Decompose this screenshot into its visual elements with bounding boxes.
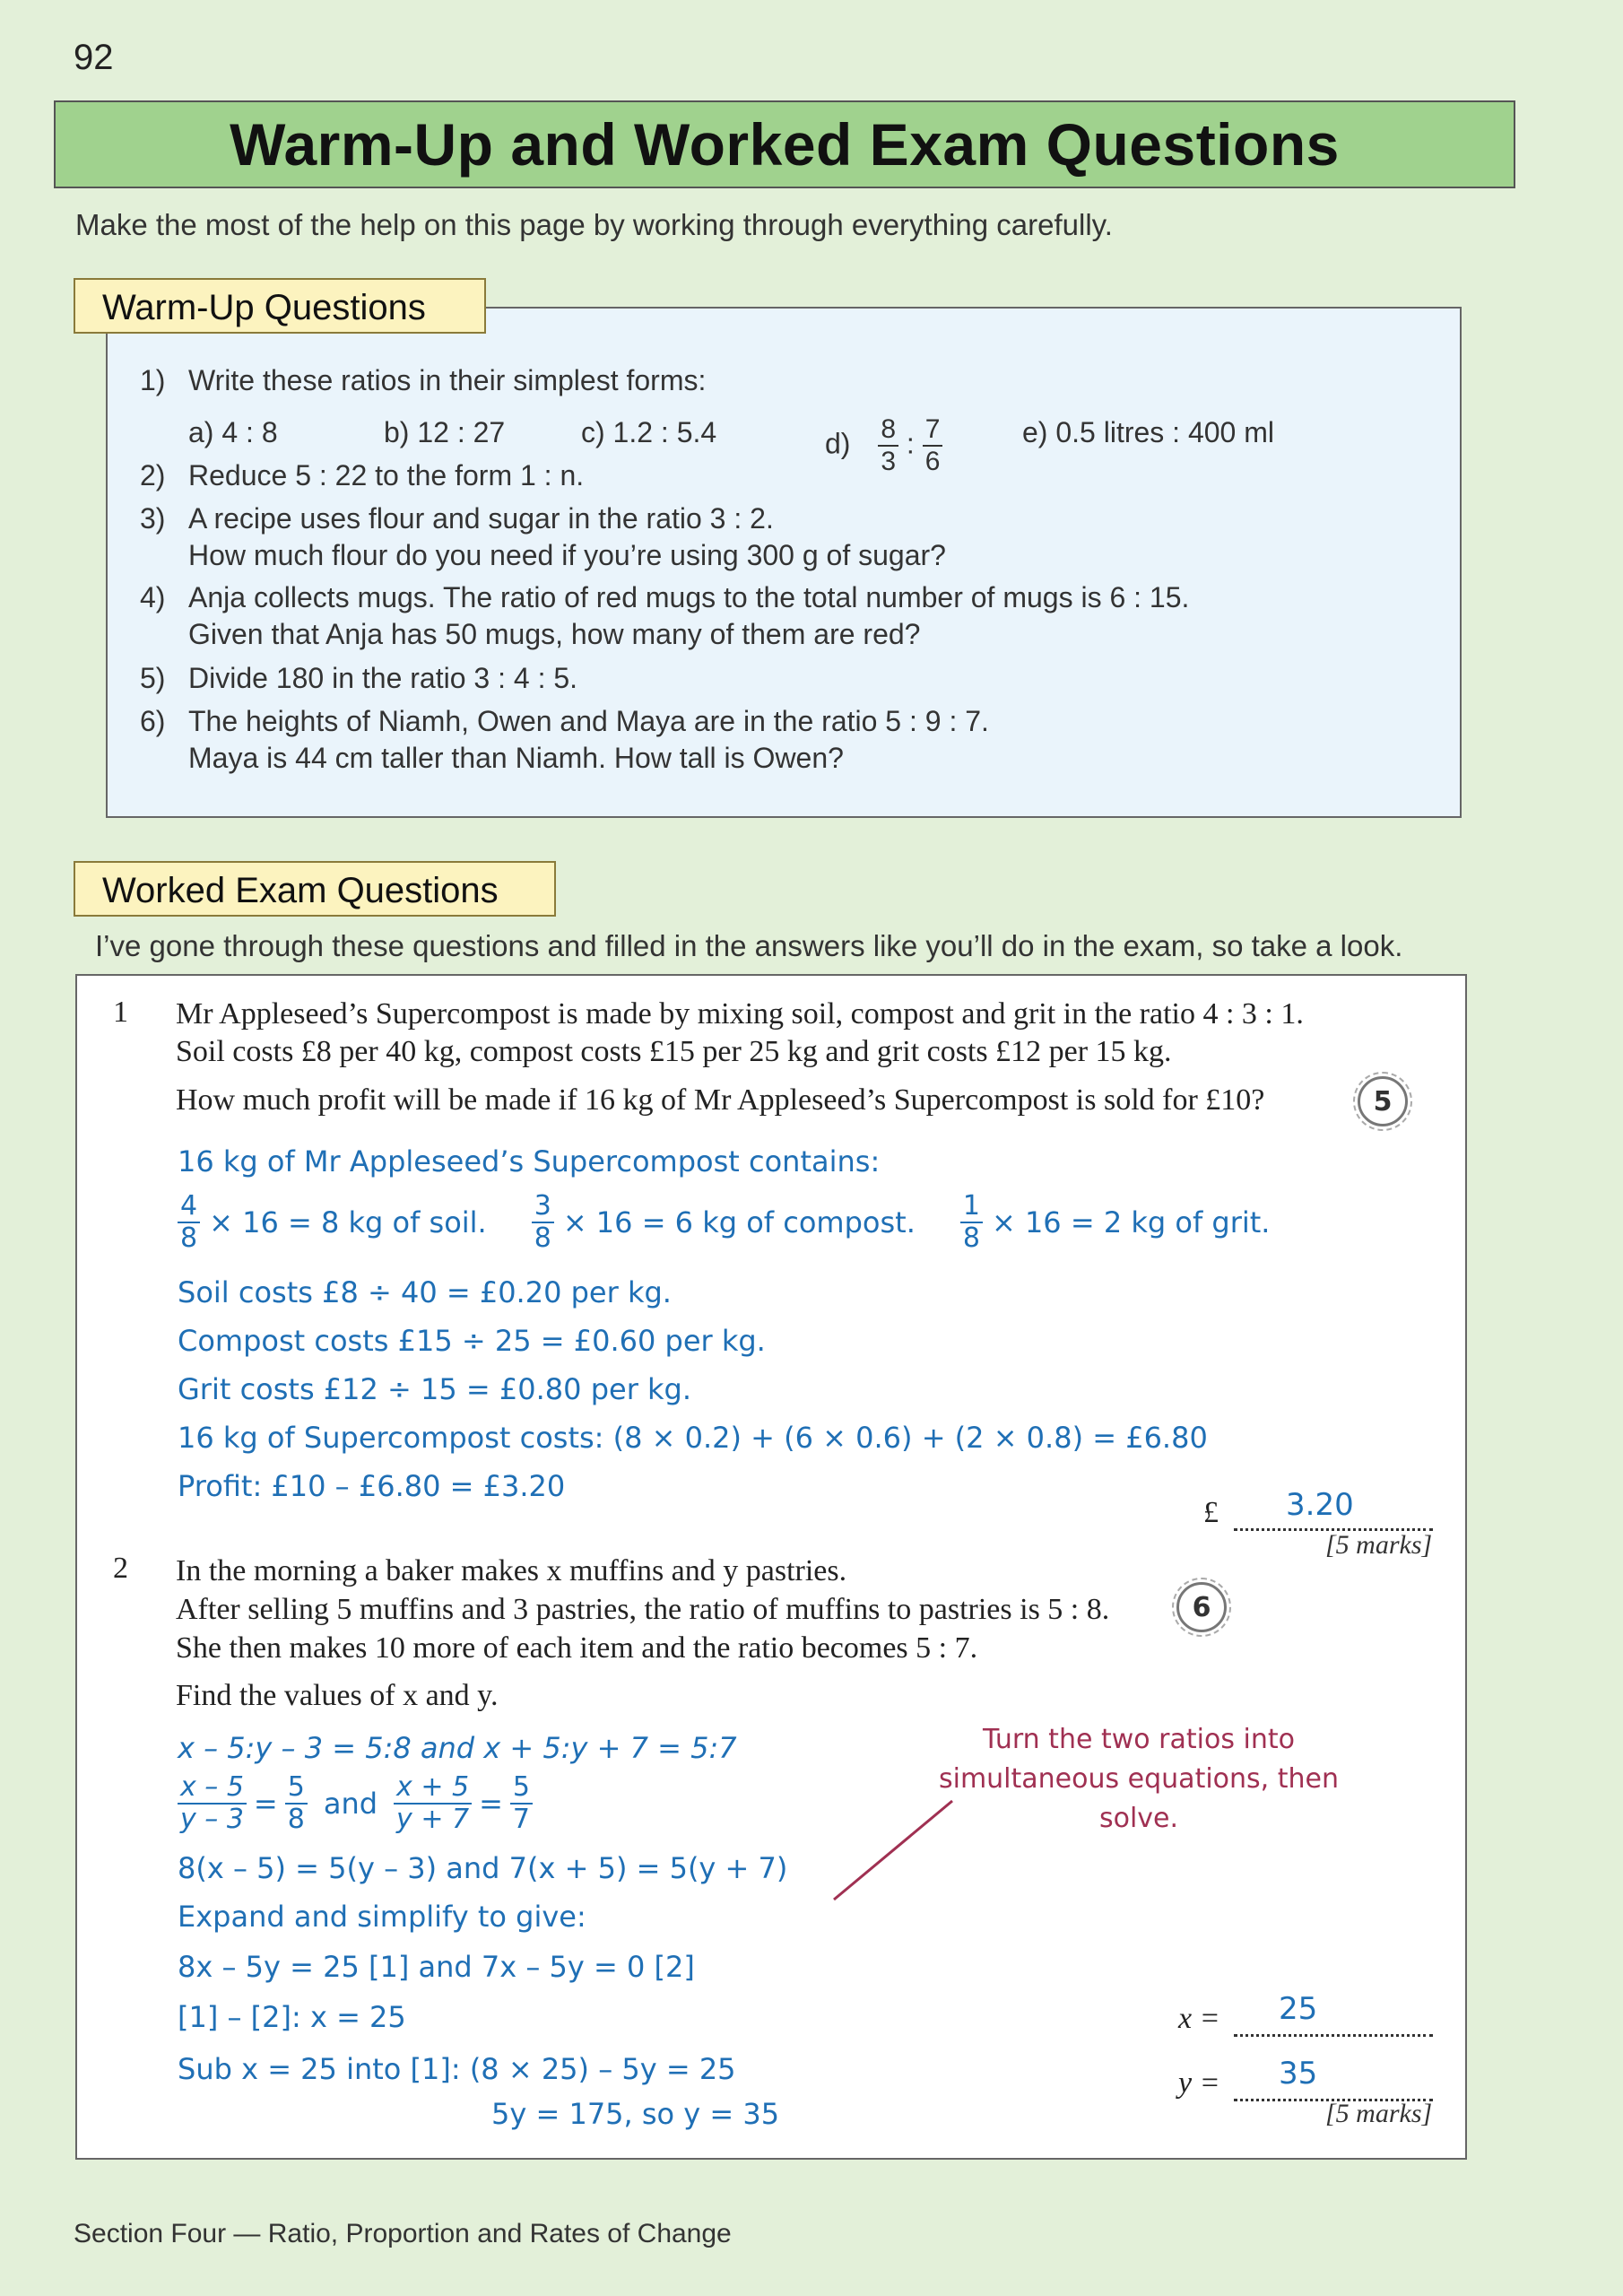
worked-q2-question [176,1552,1109,1715]
answer-prefix: £ [1203,1496,1219,1529]
warmup-q5-text: Divide 180 in the ratio 3 : 4 : 5. [188,662,578,694]
grade-badge-icon: 6 [1176,1582,1227,1632]
worked-q2-working-5: 8x – 5y = 25 [1] and 7x – 5y = 0 [2] [178,1950,695,1984]
denominator: 6 [924,447,941,476]
worked-q1-working-2 [178,1190,1271,1254]
warmup-q1-text: Write these ratios in their simplest forms: [188,364,707,396]
numerator: 8 [878,416,898,447]
warmup-heading: Warm-Up Questions [74,278,486,334]
numerator: 3 [532,1193,554,1223]
denominator: 8 [180,1222,198,1254]
worked-q2-working-1: x – 5:y – 3 = 5:8 and x + 5:y + 7 = 5:7 [178,1731,737,1765]
numerator: 5 [510,1774,533,1805]
warmup-q6-line: Maya is 44 cm taller than Niamh. How tall is Owen? [188,742,844,774]
fraction [532,1190,554,1254]
worked-q1-working-4: Compost costs £15 ÷ 25 = £0.60 per kg. [178,1324,766,1358]
worked-q1-working-7: Profit: £10 – £6.80 = £3.20 [178,1469,566,1503]
worked-q2-line: She then makes 10 more of each item and the ratio becomes 5 : 7. [176,1631,978,1665]
grade-badge-icon: 5 [1358,1076,1408,1126]
worked-q1-answer: 3.20 [1286,1487,1354,1523]
ratio-colon: : [906,427,915,460]
denominator: 3 [881,447,897,476]
worked-q2-y-answer: 35 [1279,2056,1318,2092]
worked-q2-line: After selling 5 muffins and 3 pastries, the ratio of muffins to pastries is 5 : 8. [176,1593,1110,1626]
footer-section-title: Section Four — Ratio, Proportion and Rates of Change [74,2219,732,2248]
warmup-q2-text: Reduce 5 : 22 to the form 1 : n. [188,459,585,491]
numerator: 7 [923,416,943,447]
fraction [960,1190,983,1254]
denominator: 8 [962,1222,980,1254]
denominator: y – 3 [180,1804,244,1835]
numerator: 1 [960,1193,983,1223]
fraction [178,1190,200,1254]
worked-q1-working-1: 16 kg of Mr Appleseed’s Supercompost contains: [178,1144,881,1178]
warmup-q1-part-d [825,416,942,475]
worked-q2-working-4: Expand and simplify to give: [178,1900,586,1934]
fraction [878,416,898,475]
worked-q1-question [176,996,1304,1119]
warmup-q1-part-e: e) 0.5 litres : 400 ml [1022,416,1274,448]
numerator: x + 5 [394,1774,472,1805]
worked-heading: Worked Exam Questions [74,861,556,917]
warmup-q6-line: The heights of Niamh, Owen and Maya are in the ratio 5 : 9 : 7. [188,705,989,737]
warmup-q1-part-c: c) 1.2 : 5.4 [581,416,717,448]
working-text: × 16 = 8 kg of soil. [209,1205,487,1239]
working-text: and [323,1787,378,1821]
worked-q2-working-7: Sub x = 25 into [1]: (8 × 25) – 5y = 25 [178,2052,736,2086]
marks-label: [5 marks] [1325,2099,1433,2128]
fraction [178,1771,247,1835]
intro-text: Make the most of the help on this page by working through everything carefully. [75,208,1113,241]
warmup-q3-number: 3) [140,502,166,535]
worked-q1-line: Soil costs £8 per 40 kg, compost costs £15 per 25 kg and grit costs £12 per 15 kg. [176,1035,1172,1068]
fraction [285,1771,308,1835]
fraction [510,1771,533,1835]
marks-label: [5 marks] [1325,1530,1433,1560]
worked-q1-number: 1 [113,996,128,1029]
fraction [394,1771,472,1835]
working-text: × 16 = 2 kg of grit. [991,1205,1271,1239]
worked-q2-working-3: 8(x – 5) = 5(y – 3) and 7(x + 5) = 5(y + 7) [178,1851,788,1885]
worked-q1-working-3: Soil costs £8 ÷ 40 = £0.20 per kg. [178,1275,672,1309]
warmup-q1-part-b: b) 12 : 27 [384,416,506,448]
warmup-q3-line: How much flour do you need if you’re using 300 g of sugar? [188,539,946,571]
warmup-q3-line: A recipe uses flour and sugar in the ratio 3 : 2. [188,502,774,535]
worked-q1-working-6: 16 kg of Supercompost costs: (8 × 0.2) + (6 × 0.6) + (2 × 0.8) = £6.80 [178,1421,1208,1455]
numerator: 4 [178,1193,200,1223]
warmup-q6-text [188,703,989,777]
fraction [923,416,943,475]
tip-note [915,1720,1363,1839]
denominator: 8 [287,1804,305,1835]
denominator: y + 7 [396,1804,470,1835]
warmup-q1-part-d-label: d) [825,427,851,460]
pointer-line [825,1794,959,1910]
page-title: Warm-Up and Worked Exam Questions [230,111,1340,178]
worked-q2-working-2 [178,1771,533,1835]
worked-q2-line: Find the values of x and y. [176,1679,499,1712]
answer-line [1234,1998,1433,2037]
worked-intro-text: I’ve gone through these questions and filled in the answers like you’ll do in the exam, so take a look. [95,929,1403,962]
tip-note-line: simultaneous equations, then solve. [938,1763,1339,1834]
numerator: x – 5 [178,1774,247,1805]
y-answer-label: y = [1178,2066,1220,2100]
warmup-q1-number: 1) [140,364,166,396]
warmup-q4-number: 4) [140,581,166,613]
equals-sign: = [479,1787,503,1821]
worked-q2-x-answer: 25 [1279,1991,1318,2027]
worked-q1-line: Mr Appleseed’s Supercompost is made by mixing soil, compost and grit in the ratio 4 : 3 : 1. [176,997,1304,1031]
warmup-q4-line: Given that Anja has 50 mugs, how many of them are red? [188,618,921,650]
denominator: 7 [512,1804,530,1835]
pointer-line-stroke [834,1801,952,1900]
answer-line [1234,2063,1433,2101]
denominator: 8 [534,1222,551,1254]
worked-q1-line: How much profit will be made if 16 kg of Mr Appleseed’s Supercompost is sold for £10? [176,1083,1265,1117]
working-text: × 16 = 6 kg of compost. [562,1205,916,1239]
worked-q2-working-8: 5y = 175, so y = 35 [491,2097,780,2131]
tip-note-line: Turn the two ratios into [983,1724,1295,1755]
page-number: 92 [74,38,114,77]
warmup-q2-number: 2) [140,459,166,491]
worked-q2-number: 2 [113,1552,128,1585]
warmup-q1-part-a: a) 4 : 8 [188,416,278,448]
x-answer-label: x = [1178,2002,1220,2035]
warmup-q4-text [188,579,1189,653]
worked-q1-working-5: Grit costs £12 ÷ 15 = £0.80 per kg. [178,1372,692,1406]
warmup-q6-number: 6) [140,705,166,737]
warmup-q3-text [188,500,946,574]
title-banner [54,100,1515,188]
worked-q2-working-6: [1] – [2]: x = 25 [178,2000,406,2034]
numerator: 5 [285,1774,308,1805]
worked-q2-line: In the morning a baker makes x muffins and y pastries. [176,1554,847,1587]
warmup-q4-line: Anja collects mugs. The ratio of red mugs to the total number of mugs is 6 : 15. [188,581,1190,613]
warmup-q5-number: 5) [140,662,166,694]
equals-sign: = [253,1787,278,1821]
